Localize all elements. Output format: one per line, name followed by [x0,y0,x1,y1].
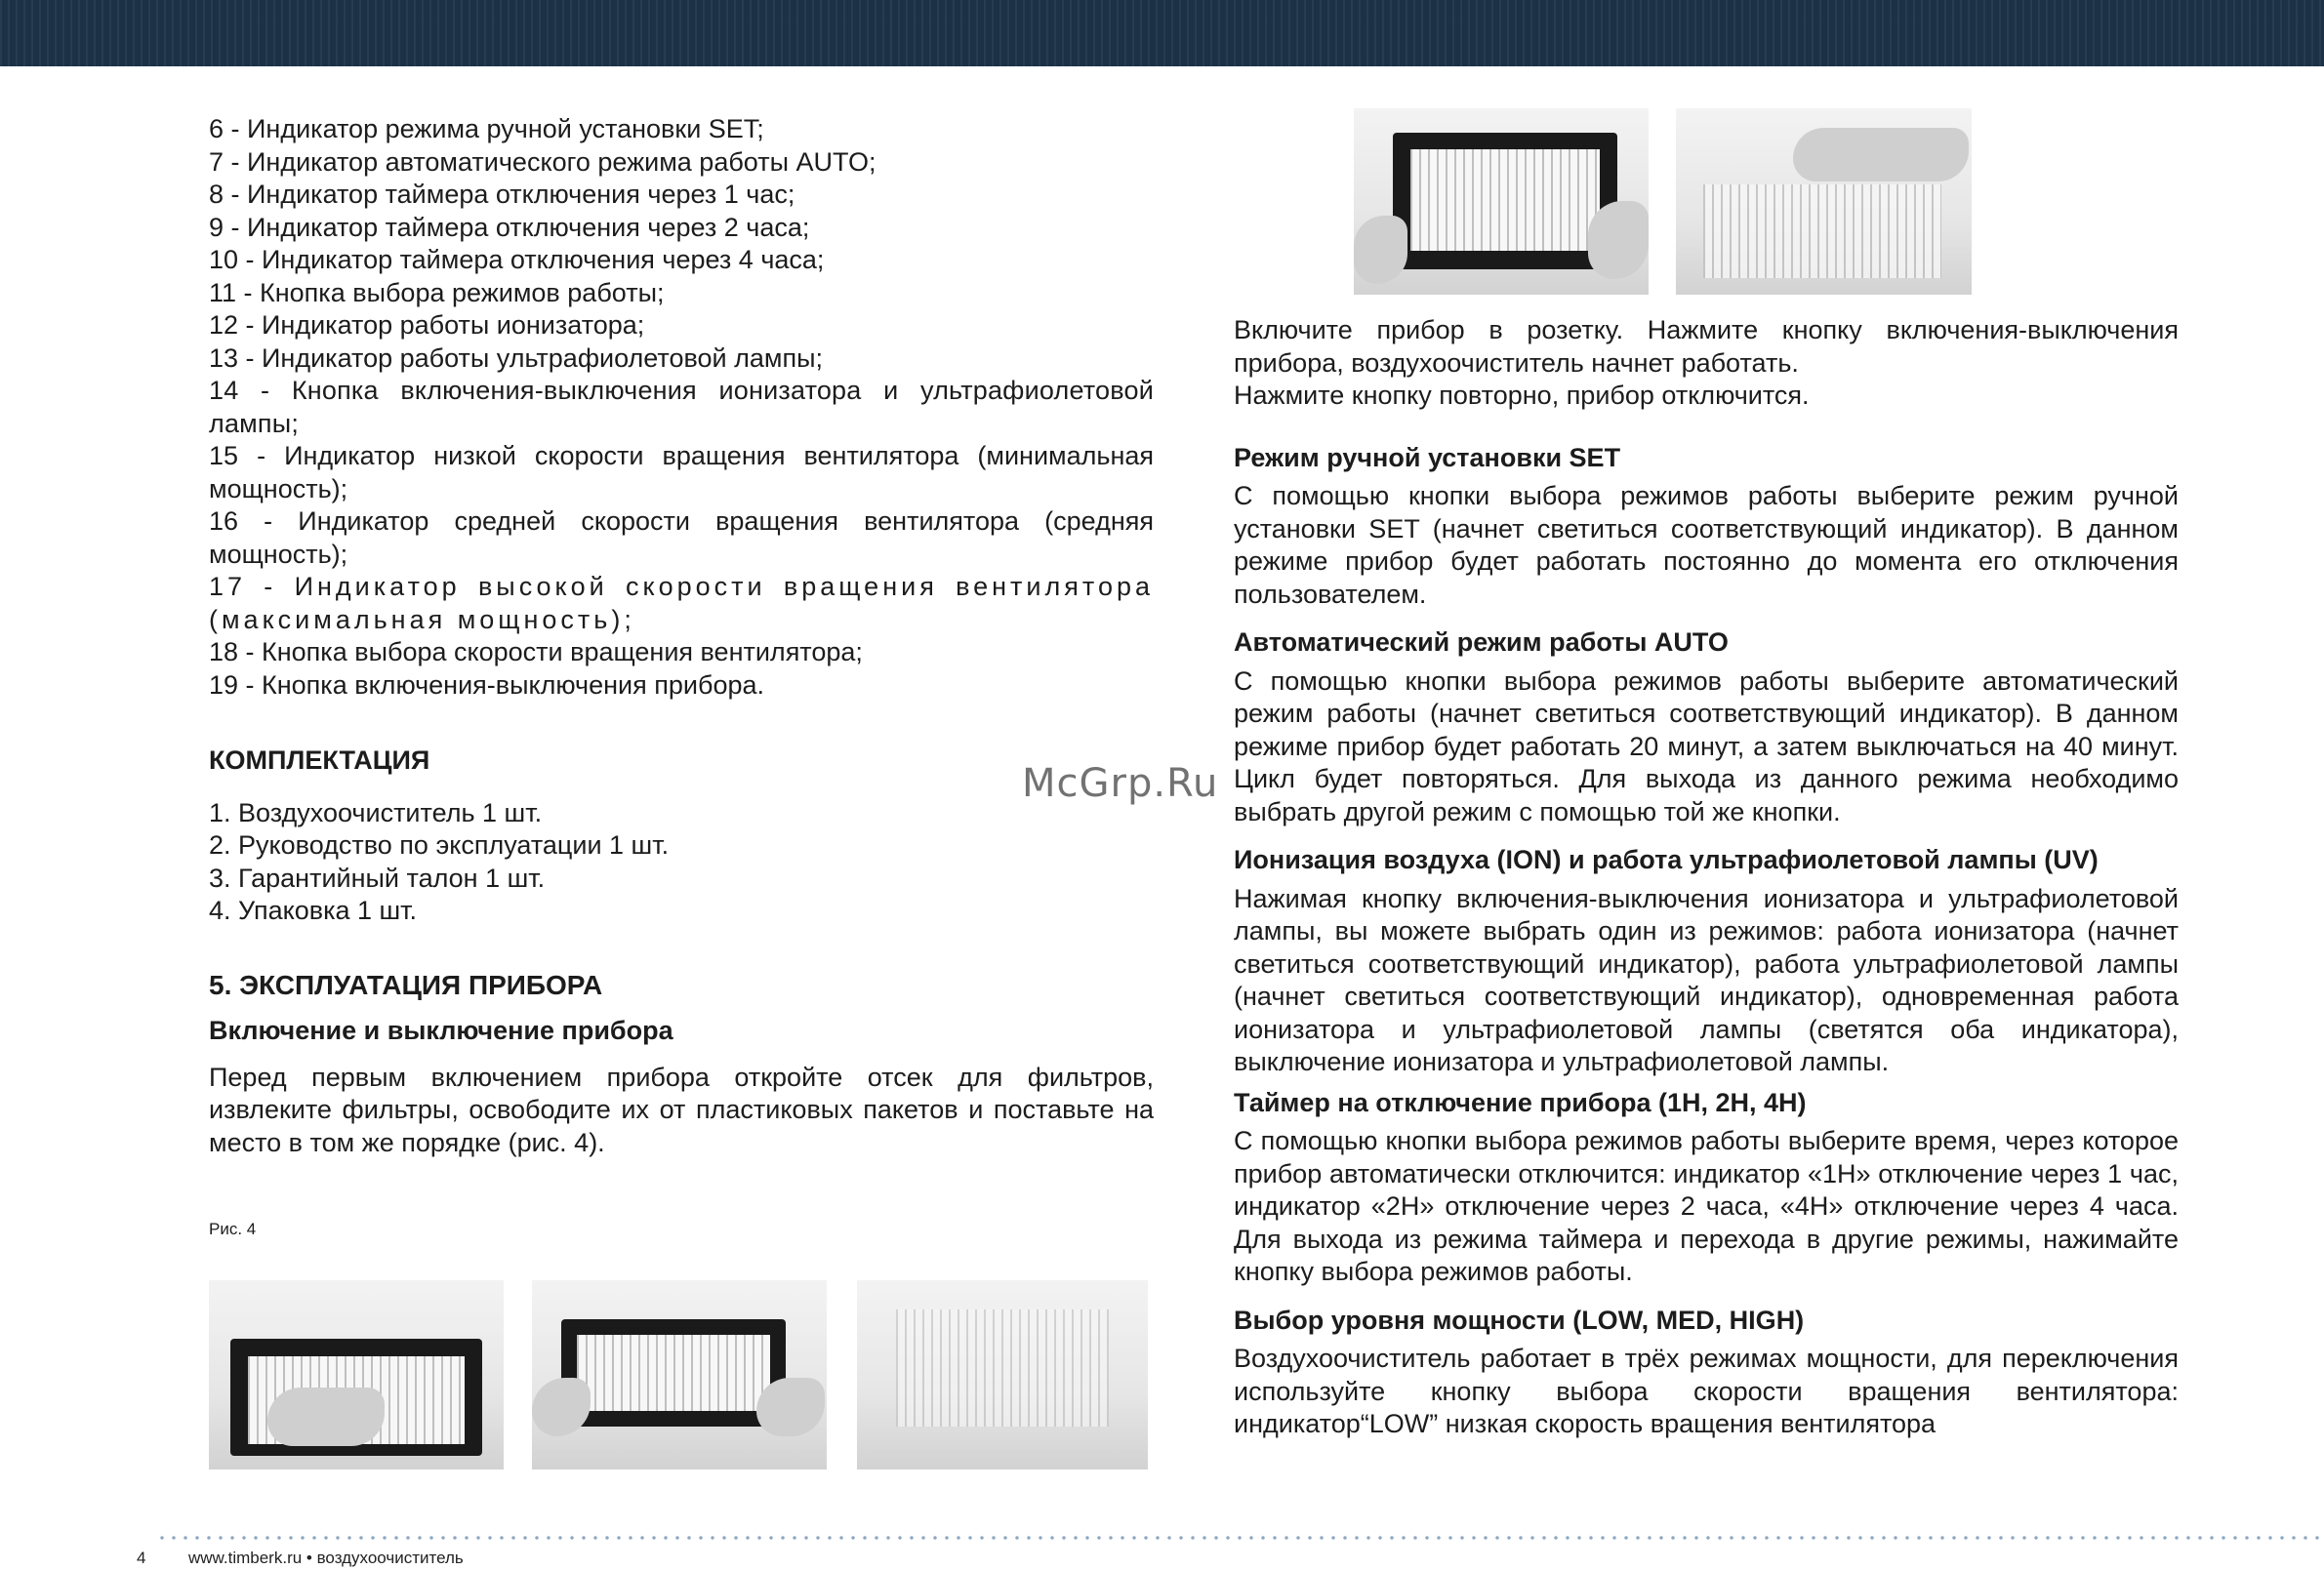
top-photo-1 [1354,108,1649,295]
operation-text: Перед первым включением прибора откройте отсек для фильтров, извлеките фильтры, освободите их от пластиковых пакетов и поставьте на место в том же порядке (рис. 4). [209,1062,1154,1157]
header-bar [0,0,2324,66]
intro-text-2: Нажмите кнопку повторно, прибор отключится. [1234,381,1810,410]
list-item: 13 - Индикатор работы ультрафиолетовой лампы; [209,342,823,373]
section-text-timer: С помощью кнопки выбора режимов работы выберите время, через которое прибор автоматически отключится: индикатор «1H» отключение через 1 час, индикатор «2H» отключение через 2 часа, «4H» отключение через 4 часа. Для выхода из режима таймера и перехода в другие режимы, нажимайте кнопку выбора режимов работы. [1234,1126,2179,1286]
section-text-ion-uv: Нажимая кнопку включения-выключения ионизатора и ультрафиолетовой лампы, вы можете выбрать один из режимов: работа ионизатора (начнет светиться соответствующий индикатор), работа ультрафиолетовой лампы (начнет светиться соответствующий индикатор), одновременная работа ионизатора и ультрафиолетовой лампы (светятся оба индикатора), выключение ионизатора и ультрафиолетовой лампы. [1234,883,2179,1076]
list-item: 19 - Кнопка включения-выключения прибора. [209,669,764,700]
section-title-timer: Таймер на отключение прибора (1H, 2H, 4H) [1234,1087,1807,1117]
list-item: 9 - Индикатор таймера отключения через 2 часа; [209,212,810,242]
right-column [1234,314,2179,1441]
kit-item: 2. Руководство по эксплуатации 1 шт. [209,830,670,860]
section-text-set: С помощью кнопки выбора режимов работы выберите режим ручной установки SET (начнет светиться соответствующий индикатор). В данном режиме прибор будет работать постоянно до момента его отключения пользователем. [1234,481,2179,609]
list-item: 7 - Индикатор автоматического режима работы AUTO; [209,146,877,177]
section-title-auto: Автоматический режим работы AUTO [1234,627,1729,657]
list-item: 11 - Кнопка выбора режимов работы; [209,277,665,307]
left-column [209,113,1154,1159]
operation-title: 5. ЭКСПЛУАТАЦИЯ ПРИБОРА [209,969,603,1000]
section-text-power: Воздухоочиститель работает в трёх режимах мощности, для переключения используйте кнопку выбора скорости вращения вентилятора: индикатор“LOW” низкая скорость вращения вентилятора [1234,1344,2179,1438]
intro-text: Включите прибор в розетку. Нажмите кнопку включения-выключения прибора, воздухоочиститель начнет работать. [1234,315,2179,378]
section-title-ion-uv: Ионизация воздуха (ION) и работа ультрафиолетовой лампы (UV) [1234,845,2099,874]
kit-item: 1. Воздухоочиститель 1 шт. [209,797,543,827]
watermark: McGrp.Ru [1022,761,1219,806]
list-item: 18 - Кнопка выбора скорости вращения вентилятора; [209,637,863,666]
figure-photo-3 [857,1280,1148,1469]
list-item: 17 - Индикатор высокой скорости вращения вентилятора (максимальная мощность); [209,572,1154,634]
list-item: 12 - Индикатор работы ионизатора; [209,310,645,340]
kit-item: 3. Гарантийный талон 1 шт. [209,863,546,893]
list-item: 15 - Индикатор низкой скорости вращения вентилятора (минимальная мощность); [209,441,1154,503]
footer-divider [156,1536,2324,1540]
list-item: 14 - Кнопка включения-выключения ионизатора и ультрафиолетовой лампы; [209,376,1154,438]
list-item: 6 - Индикатор режима ручной установки SET; [209,114,764,143]
list-item: 10 - Индикатор таймера отключения через 4 часа; [209,245,825,274]
page-number: 4 [137,1549,146,1567]
kit-title: КОМПЛЕКТАЦИЯ [209,745,430,775]
kit-item: 4. Упаковка 1 шт. [209,896,418,925]
footer-text: www.timberk.ru • воздухоочиститель [188,1549,464,1567]
section-title-power: Выбор уровня мощности (LOW, MED, HIGH) [1234,1305,1805,1335]
figure-photo-2 [532,1280,827,1469]
operation-subtitle: Включение и выключение прибора [209,1016,673,1045]
figure-photo-1 [209,1280,504,1469]
figure-caption: Рис. 4 [209,1220,257,1238]
top-photo-2 [1676,108,1972,295]
section-text-auto: С помощью кнопки выбора режимов работы выберите автоматический режим работы (начнет светиться соответствующий индикатор). В данном режиме прибор будет работать 20 минут, а затем выключаться на 40 минут. Цикл будет повторяться. Для выхода из данного режима необходимо выбрать другой режим с помощью той же кнопки. [1234,665,2179,826]
list-item: 16 - Индикатор средней скорости вращения вентилятора (средняя мощность); [209,506,1154,569]
list-item: 8 - Индикатор таймера отключения через 1 час; [209,180,795,209]
section-title-set: Режим ручной установки SET [1234,442,1621,472]
